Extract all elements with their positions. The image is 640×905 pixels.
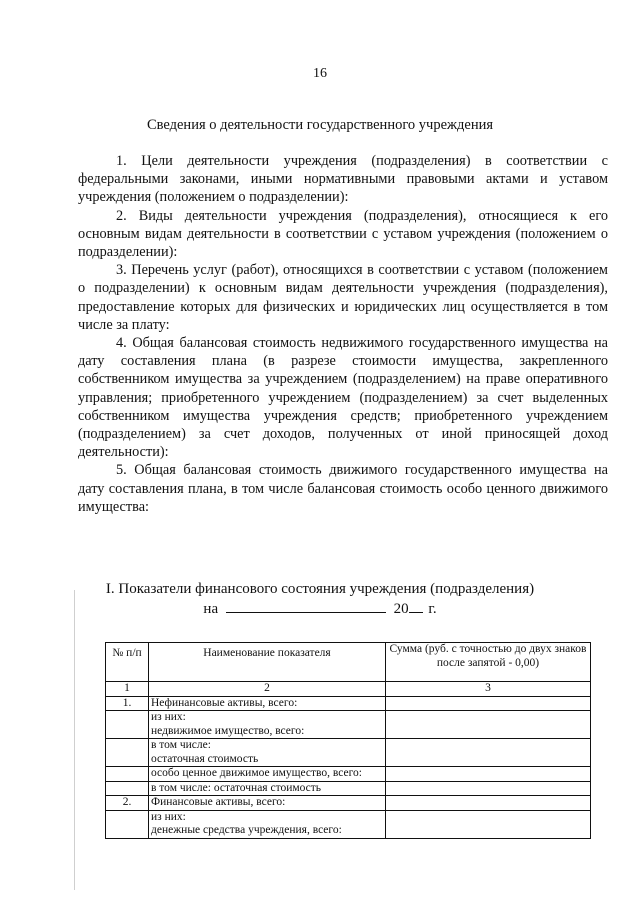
row-amount-cell[interactable] (386, 796, 591, 811)
indicator-line: особо ценное движимое имущество, всего: (151, 767, 362, 779)
date-suffix: г. (428, 601, 437, 617)
table-row (106, 739, 591, 767)
row-indicator-name (149, 739, 386, 767)
row-amount-cell[interactable] (386, 696, 591, 711)
date-prefix: на (203, 601, 219, 617)
document-title: Сведения о деятельности государственного учреждения (146, 117, 494, 133)
row-indicator-name (149, 696, 386, 711)
paragraph-real-estate-value: 4. Общая балансовая стоимость недвижимого государственного имущества на дату составления плана (в разрезе стоимости имущества, закрепленного собственником имущества за учреждением (подразделением) на праве оперативного управления; приобретенного учреждением (подразделением) за счет выделенных собственником имущества учреждения средств; приобретенного учреждением (подразделением) за счет доходов, полученных от иной приносящей доход деятельности): (78, 335, 608, 461)
indicator-line: Нефинансовые активы, всего: (151, 696, 298, 709)
row-amount-cell[interactable] (386, 781, 591, 796)
year-blank-field[interactable] (409, 599, 423, 613)
date-blank-field[interactable] (226, 599, 386, 613)
row-amount-cell[interactable] (386, 739, 591, 767)
row-number (106, 711, 149, 739)
row-amount-cell[interactable] (386, 767, 591, 782)
column-number: 2 (149, 682, 386, 697)
header-amount: Сумма (руб. с точностью до двух знаков после запятой - 0,00) (386, 643, 591, 682)
paragraph-activity-types: 2. Виды деятельности учреждения (подразделения), относящиеся к его основным видам деятельности в соответствии с уставом учреждения (положением о подразделении): (78, 207, 608, 261)
paragraph-services-list: 3. Перечень услуг (работ), относящихся в соответствии с уставом (положением о подразделении) к основным видам деятельности учреждения (подразделения), предоставление которых для физических и юридических лиц осуществляется в том числе за плату: (78, 262, 608, 333)
row-number (106, 810, 149, 838)
indicator-line: из них: (151, 711, 186, 723)
indicator-line: из них: (151, 810, 186, 823)
header-indicator-name: Наименование показателя (149, 643, 386, 682)
paragraph-goals: 1. Цели деятельности учреждения (подразделения) в соответствии с федеральными законами, иными нормативными правовыми актами и уставом учреждения (положением о подразделении): (78, 153, 608, 206)
header-number: № п/п (106, 643, 149, 682)
paragraph-movable-property-value: 5. Общая балансовая стоимость движимого государственного имущества на дату составления плана, в том числе балансовая стоимость особо ценного движимого имущества: (78, 462, 608, 515)
date-year: 20 (393, 601, 409, 617)
table-body (106, 696, 591, 838)
row-indicator-name (149, 810, 386, 838)
row-indicator-name (149, 781, 386, 796)
column-number-row (106, 682, 591, 697)
financial-indicators-table (105, 642, 591, 839)
row-amount-cell[interactable] (386, 711, 591, 739)
table-row (106, 796, 591, 811)
scan-margin-line (74, 590, 75, 890)
section-title: I. Показатели финансового состояния учреждения (подразделения) (105, 581, 535, 597)
date-line (0, 599, 640, 618)
row-number: 2. (106, 796, 149, 811)
indicator-line: остаточная стоимость (151, 752, 259, 765)
row-number (106, 781, 149, 796)
row-indicator-name (149, 796, 386, 811)
body-text (78, 152, 608, 516)
table-row (106, 711, 591, 739)
table-row (106, 810, 591, 838)
indicator-line: недвижимое имущество, всего: (151, 724, 305, 737)
indicator-line: денежные средства учреждения, всего: (151, 824, 342, 836)
indicator-line: Финансовые активы, всего: (151, 796, 286, 808)
table-row (106, 767, 591, 782)
indicator-line: в том числе: остаточная стоимость (151, 781, 322, 794)
table-header-row (106, 643, 591, 682)
page-number: 16 (313, 66, 327, 81)
column-number: 3 (386, 682, 591, 697)
row-number (106, 767, 149, 782)
row-indicator-name (149, 767, 386, 782)
table-row (106, 696, 591, 711)
row-amount-cell[interactable] (386, 810, 591, 838)
table-row (106, 781, 591, 796)
row-number (106, 739, 149, 767)
row-indicator-name (149, 711, 386, 739)
column-number: 1 (106, 682, 149, 697)
indicator-line: в том числе: (151, 739, 211, 751)
row-number: 1. (106, 696, 149, 711)
